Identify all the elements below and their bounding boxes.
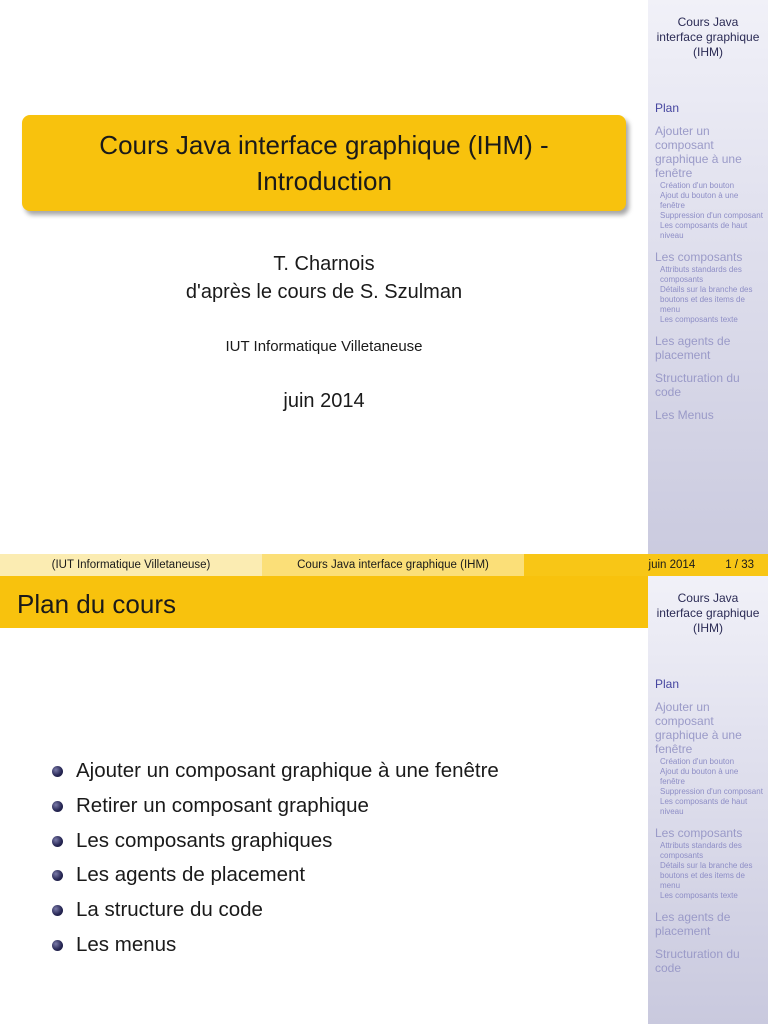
list-item-text: Les composants graphiques: [76, 828, 333, 852]
bullet-icon: [52, 836, 63, 847]
presentation-title: [99, 127, 548, 199]
sidebar-title[interactable]: Cours Java interface graphique (IHM): [656, 591, 760, 635]
bullet-icon: [52, 940, 63, 951]
bullet-icon: [52, 905, 63, 916]
sidebar-item-ajouter[interactable]: Ajouter un composant graphique à une fenêtre: [655, 124, 742, 180]
sidebar-subitem[interactable]: Création d'un bouton: [660, 181, 735, 190]
author-credit: d'après le cours de S. Szulman: [185, 281, 463, 303]
list-item: [52, 860, 499, 895]
title-line-1: Cours Java interface graphique (IHM) -: [99, 130, 549, 160]
bullet-icon: [52, 801, 63, 812]
sidebar-item-menus[interactable]: Les Menus: [655, 408, 714, 422]
sidebar-subitems-ajouter: [655, 181, 764, 241]
sidebar-subitem[interactable]: Ajout du bouton à une fenêtre: [660, 191, 739, 210]
title-line-2: Introduction: [256, 166, 392, 196]
sidebar-item-structuration[interactable]: Structuration du code: [655, 947, 740, 975]
sidebar: [648, 0, 768, 576]
institute: IUT Informatique Villetaneuse: [225, 338, 423, 355]
sidebar-item-agents[interactable]: Les agents de placement: [655, 910, 731, 938]
list-item: [52, 895, 499, 930]
sidebar-subitem[interactable]: Détails sur la branche des boutons et des items de menu: [660, 285, 753, 314]
footer-page-number: 1 / 33: [725, 559, 754, 571]
list-item-text: La structure du code: [76, 898, 263, 922]
frame-title: Plan du cours: [0, 576, 648, 628]
sidebar-subitem[interactable]: Les composants texte: [660, 315, 738, 324]
bullet-icon: [52, 766, 63, 777]
list-item: [52, 756, 499, 791]
bullet-icon: [52, 870, 63, 881]
date: juin 2014: [283, 390, 365, 412]
sidebar-subitem[interactable]: Attributs standards des composants: [660, 265, 742, 284]
sidebar-subitem[interactable]: Suppression d'un composant: [660, 211, 763, 220]
title-block: [22, 115, 626, 211]
author-name: T. Charnois: [273, 253, 375, 275]
sidebar-subitems-composants: [655, 841, 764, 901]
footer-meta: [524, 554, 768, 576]
sidebar-subitem[interactable]: Attributs standards des composants: [660, 841, 742, 860]
sidebar-item-structuration[interactable]: Structuration du code: [655, 371, 740, 399]
sidebar-subitem[interactable]: Suppression d'un composant: [660, 787, 763, 796]
footer-institute: (IUT Informatique Villetaneuse): [0, 554, 262, 576]
sidebar-subitems-composants: [655, 265, 764, 325]
author-block: [0, 250, 648, 306]
sidebar-subitem[interactable]: Les composants texte: [660, 891, 738, 900]
sidebar-subitem[interactable]: Les composants de haut niveau: [660, 221, 748, 240]
sidebar-item-agents[interactable]: Les agents de placement: [655, 334, 731, 362]
sidebar-item-plan[interactable]: Plan: [655, 677, 680, 691]
plan-slide: [0, 576, 768, 1024]
sidebar-subitem[interactable]: Création d'un bouton: [660, 757, 735, 766]
sidebar-title[interactable]: Cours Java interface graphique (IHM): [656, 15, 760, 59]
footer-bar: [0, 554, 768, 576]
sidebar-nav: [655, 677, 764, 975]
list-item-text: Les agents de placement: [76, 863, 306, 887]
list-item: [52, 930, 499, 965]
list-item-text: Les menus: [76, 932, 177, 956]
list-item: [52, 826, 499, 861]
sidebar-subitems-ajouter: [655, 757, 764, 817]
footer-course: Cours Java interface graphique (IHM): [262, 554, 524, 576]
bullet-list: [52, 756, 499, 965]
footer-date: juin 2014: [648, 559, 696, 571]
list-item-text: Ajouter un composant graphique à une fenêtre: [76, 759, 499, 782]
list-item: [52, 791, 499, 826]
sidebar-subitem[interactable]: Détails sur la branche des boutons et des items de menu: [660, 861, 753, 890]
sidebar-item-ajouter[interactable]: Ajouter un composant graphique à une fenêtre: [655, 700, 742, 756]
sidebar-item-plan[interactable]: Plan: [655, 101, 680, 115]
sidebar-nav: [655, 101, 764, 422]
sidebar: [648, 576, 768, 1024]
sidebar-subitem[interactable]: Ajout du bouton à une fenêtre: [660, 767, 739, 786]
sidebar-item-composants[interactable]: Les composants: [655, 826, 743, 840]
list-item-text: Retirer un composant graphique: [76, 793, 369, 817]
sidebar-subitem[interactable]: Les composants de haut niveau: [660, 797, 748, 816]
sidebar-item-composants[interactable]: Les composants: [655, 250, 743, 264]
